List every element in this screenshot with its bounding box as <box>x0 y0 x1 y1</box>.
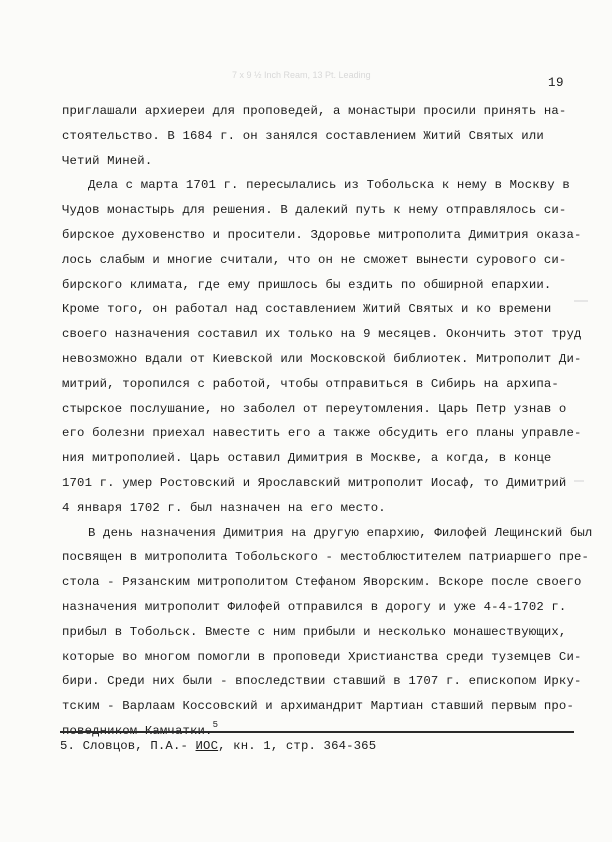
text-line: стола - Рязанским митрополитом Стефаном Яворским. Вскоре после своего <box>62 575 582 590</box>
text-line: бирское духовенство и просители. Здоровье митрополита Димитрия оказа- <box>62 227 582 242</box>
text-line: митрий, торопился с работой, чтобы отправиться в Сибирь на архипа- <box>62 376 559 391</box>
text-line: 1701 г. умер Ростовский и Ярославский митрополит Иосаф, то Димитрий <box>62 475 567 490</box>
text-line: Четий Миней. <box>62 153 153 168</box>
text-line: тским - Варлаам Коссовский и архимандрит Мартиан ставший первым про- <box>62 699 574 714</box>
text-line: стоятельство. В 1684 г. он занялся составлением Житий Святых или <box>62 128 544 143</box>
text-line: которые во многом помогли в проповеди Христианства среди туземцев Си- <box>62 649 582 664</box>
text-line: лось слабым и многие считали, что он не сможет вынести сурового си- <box>62 252 567 267</box>
text-line: прибыл в Тобольск. Вместе с ним прибыли и несколько монашествующих, <box>62 624 567 639</box>
text-line: стырское послушание, но заболел от переутомления. Царь Петр узнав о <box>62 401 567 416</box>
text-line: посвящен в митрополита Тобольского - местоблюстителем патриаршего пре- <box>62 550 590 565</box>
paper-header-watermark: 7 x 9 ½ Inch Ream, 13 Pt. Leading <box>232 70 371 80</box>
text-line: 4 января 1702 г. был назначен на его место. <box>62 500 386 515</box>
footnote-source: ИОС <box>195 739 219 753</box>
footnote-rule <box>60 731 574 733</box>
text-line-content: поведником Камчатки. <box>62 723 213 738</box>
text-line: В день назначения Димитрия на другую епархию, Филофей Лещинский был <box>88 525 593 540</box>
text-line: бирского климата, где ему пришлось бы ездить по обширной епархии. <box>62 277 552 292</box>
body-text <box>62 99 593 744</box>
margin-scan-mark <box>574 480 584 482</box>
text-line: Кроме того, он работал над составлением Житий Святых и ко времени <box>62 302 552 317</box>
page-number: 19 <box>548 76 565 90</box>
text-line: своего назначения составил их только на 9 месяцев. Окончить этот труд <box>62 327 582 342</box>
text-line: Чудов монастырь для решения. В далекий путь к нему отправлялось си- <box>62 203 567 218</box>
text-line: невозможно вдали от Киевской или Московской библиотек. Митрополит Ди- <box>62 351 582 366</box>
text-line: назначения митрополит Филофей отправился в дорогу и уже 4-4-1702 г. <box>62 599 567 614</box>
footnote-prefix: 5. Словцов, П.А.- <box>60 739 196 753</box>
text-line: Дела с марта 1701 г. пересылались из Тобольска к нему в Москву в <box>88 178 570 193</box>
text-line: ния митрополией. Царь оставил Димитрия в Москве, а когда, в конце <box>62 451 552 466</box>
footnote-suffix: , кн. 1, стр. 364-365 <box>218 739 377 753</box>
margin-scan-mark <box>574 300 588 302</box>
footnote-reference: 5 <box>212 719 219 730</box>
text-line: бири. Среди них были - впоследствии ставший в 1707 г. епископом Ирку- <box>62 674 582 689</box>
text-line: его болезни приехал навестить его а также обсудить его планы управле- <box>62 426 582 441</box>
text-line: приглашали архиереи для проповедей, а монастыри просили принять на- <box>62 104 567 118</box>
footnote <box>60 739 376 753</box>
